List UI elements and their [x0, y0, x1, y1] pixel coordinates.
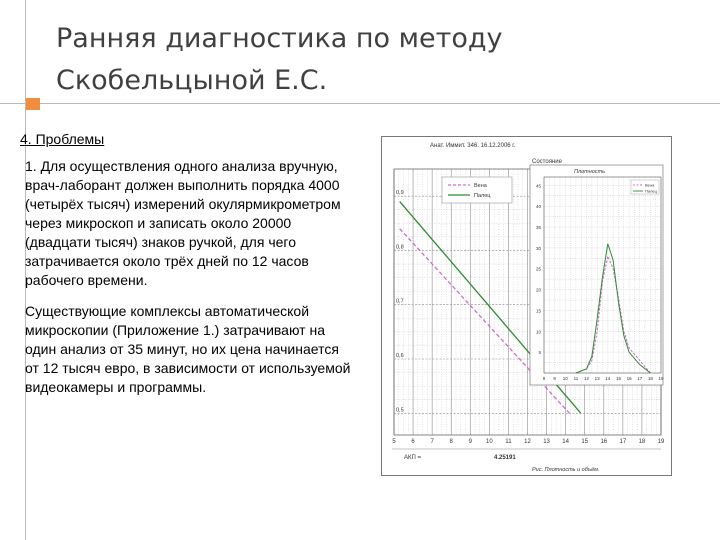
- y-tick-label: 0,7: [396, 298, 404, 305]
- inset-y-tick-label: 35: [535, 225, 541, 231]
- inset-y-tick-label: 25: [535, 266, 541, 272]
- inset-legend-solid-label: Палец: [645, 188, 657, 194]
- y-tick-label: 0,9: [396, 190, 404, 197]
- inset-background: [530, 165, 663, 385]
- paragraph-automatic-microscopy: Существующие комплексы автоматической микроскопии (Приложение 1.) затрачивают на один анализ от 35 минут, но их цена начинается от 12 тысяч евро, в зависимости от используемой видеокамеры и программы.: [25, 303, 351, 395]
- x-tick-label: 19: [657, 439, 665, 445]
- x-tick-label: 11: [505, 439, 512, 445]
- title-divider-right: [40, 103, 720, 104]
- x-tick-label: 10: [486, 439, 493, 445]
- y-tick-label: 0,5: [396, 407, 404, 414]
- y-tick-label: 0,8: [396, 244, 404, 251]
- inset-y-tick-label: 30: [535, 245, 541, 251]
- slide-title: [56, 18, 696, 102]
- legend-dashed-label: Вена: [474, 183, 487, 189]
- diagnostic-chart-figure: [381, 136, 672, 476]
- inset-x-tick-label: 16: [626, 376, 632, 381]
- inset-x-tick-label: 18: [647, 376, 653, 381]
- x-tick-label: 15: [581, 439, 589, 445]
- title-accent-square: [26, 98, 40, 110]
- title-line-2: Скобельцыной Е.С.: [56, 65, 328, 96]
- chart-svg: [382, 137, 671, 475]
- inset-x-tick-label: 8: [542, 376, 546, 381]
- inset-x-tick-label: 11: [573, 376, 579, 381]
- x-tick-label: 14: [562, 439, 569, 445]
- title-divider-left: [0, 103, 26, 104]
- x-tick-label: 5: [392, 439, 396, 445]
- x-tick-label: 6: [411, 439, 415, 445]
- figure-caption: Рис. Плотность и объём.: [532, 467, 600, 473]
- inset-y-tick-label: 5: [538, 350, 541, 356]
- inset-y-tick-label: 45: [535, 183, 541, 189]
- condition-label: Состояние: [532, 159, 562, 165]
- footer-label: АКП =: [404, 455, 421, 461]
- x-tick-label: 7: [430, 439, 434, 445]
- inset-y-tick-label: 10: [535, 329, 541, 335]
- inset-y-tick-label: 40: [535, 204, 541, 210]
- inset-x-tick-label: 14: [605, 376, 611, 381]
- body-text: [20, 130, 355, 409]
- inset-y-tick-label: 20: [535, 287, 541, 293]
- inset-x-tick-label: 15: [615, 376, 621, 381]
- main-legend: [442, 177, 512, 203]
- title-line-1: Ранняя диагностика по методу: [56, 23, 503, 54]
- inset-x-tick-label: 13: [594, 376, 600, 381]
- x-tick-label: 8: [449, 439, 453, 445]
- x-tick-label: 13: [543, 439, 550, 445]
- x-tick-label: 16: [600, 439, 608, 445]
- legend-solid-label: Палец: [474, 193, 491, 199]
- inset-x-tick-label: 9: [553, 376, 556, 381]
- footer-value: 4.25191: [494, 455, 516, 461]
- inset-x-tick-label: 19: [658, 376, 664, 381]
- inset-legend-dashed-label: Вена: [645, 182, 655, 188]
- x-tick-label: 17: [619, 439, 627, 445]
- x-tick-label: 18: [638, 439, 646, 445]
- inset-chart: [530, 165, 664, 385]
- inset-y-tick-label: 15: [535, 308, 541, 314]
- legend-box: [442, 177, 512, 203]
- y-tick-label: 0,6: [396, 353, 404, 359]
- inset-x-tick-label: 10: [562, 376, 568, 381]
- x-tick-label: 9: [468, 439, 472, 445]
- x-tick-label: 12: [524, 439, 531, 445]
- figure-header-text: Анат. Иммит. 346. 16.12.2006 г.: [430, 143, 516, 149]
- section-heading: 4. Проблемы: [20, 131, 105, 147]
- inset-x-tick-label: 12: [584, 376, 590, 381]
- inset-title: Плотность: [574, 169, 606, 175]
- paragraph-manual-analysis: 1. Для осуществления одного анализа вручную, врач-лаборант должен выполнить порядка 4000 (четырёх тысяч) измерений окулярмикрометром через микроскоп и записать около 20000 (двадцати тысяч) знаков ручкой, для чего затрачивается около трёх дней по 12 часов рабочего времени.: [25, 158, 341, 288]
- inset-x-tick-label: 17: [637, 376, 643, 381]
